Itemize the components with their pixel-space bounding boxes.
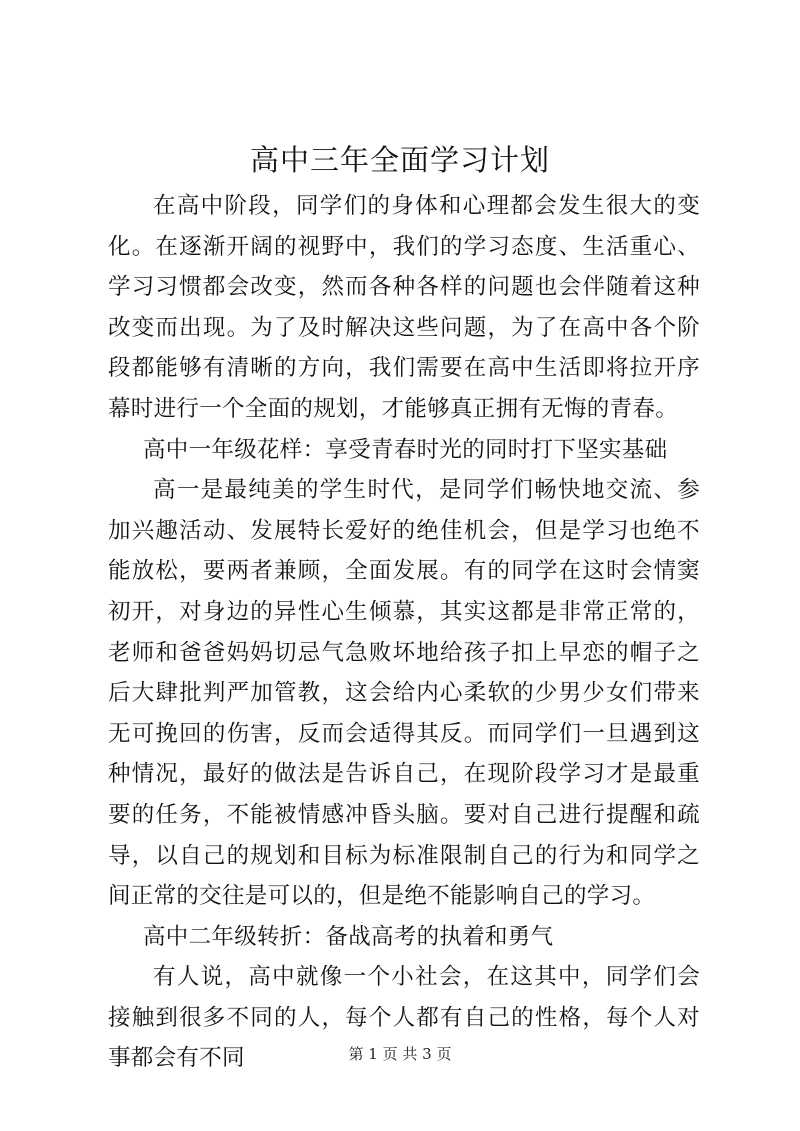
- grade-one-paragraph: 高一是最纯美的学生时代，是同学们畅快地交流、参加兴趣活动、发展特长爱好的绝佳机会，但是学习也绝不能放松，要两者兼顾，全面发展。有的同学在这时会情窦初开，对身边的异性心生倾慕，其实这都是非常正常的，老师和爸爸妈妈切忌气急败坏地给孩子扣上早恋的帽子之后大肆批判严加管教，这会给内心柔软的少男少女们带来无可挽回的伤害，反而会适得其反。而同学们一旦遇到这种情况，最好的做法是告诉自己，在现阶段学习才是最重要的任务，不能被情感冲昏头脑。要对自己进行提醒和疏导，以自己的规划和目标为标准限制自己的行为和同学之间正常的交往是可以的，但是绝不能影响自己的学习。: [108, 477, 700, 910]
- section-heading-grade-one: 高中一年级花样：享受青春时光的同时打下坚实基础: [143, 436, 668, 463]
- grade-two-paragraph: 有人说，高中就像一个小社会，在这其中，同学们会接触到很多不同的人，每个人都有自己的性格，每个人对事都会有不同: [108, 964, 700, 1072]
- intro-paragraph: 在高中阶段，同学们的身体和心理都会发生很大的变化。在逐渐开阔的视野中，我们的学习态度、生活重心、学习习惯都会改变，然而各种各样的问题也会伴随着这种改变而出现。为了及时解决这些问题，为了在高中各个阶段都能够有清晰的方向，我们需要在高中生活即将拉开序幕时进行一个全面的规划，才能够真正拥有无悔的青春。: [108, 193, 700, 422]
- page-number-footer: 第 1 页 共 3 页: [348, 1045, 452, 1063]
- section-heading-grade-two: 高中二年级转折：备战高考的执着和勇气: [143, 923, 554, 950]
- document-title: 高中三年全面学习计划: [249, 143, 550, 177]
- document-body: [108, 186, 700, 1079]
